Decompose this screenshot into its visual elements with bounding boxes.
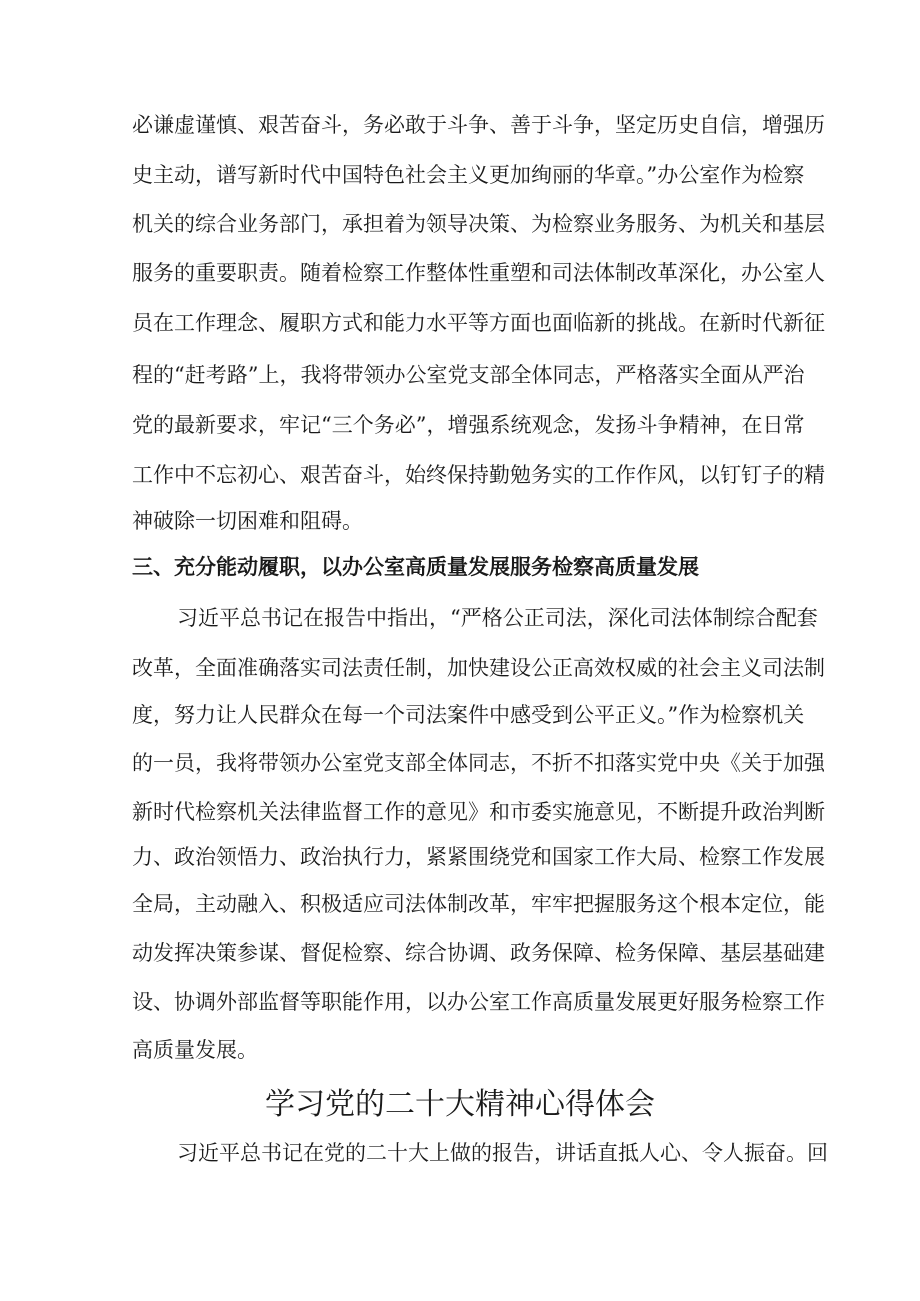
text-line: 的一员，我将带领办公室党支部全体同志，不折不扣落实党中央《关于加强 <box>132 751 825 775</box>
text-line: 党的最新要求，牢记“三个务必”，增强系统观念，发扬斗争精神，在日常 <box>132 413 805 437</box>
text-line: 必谦虚谨慎、艰苦奋斗，务必敢于斗争、善于斗争，坚定历史自信，增强历 <box>132 113 825 137</box>
text-line: 力、政治领悟力、政治执行力，紧紧围绕党和国家工作大局、检察工作发展 <box>132 845 825 869</box>
text-line: 度，努力让人民群众在每一个司法案件中感受到公平正义。”作为检察机关 <box>132 703 805 727</box>
text-line: 神破除一切困难和阻碍。 <box>132 509 363 533</box>
text-line: 服务的重要职责。随着检察工作整体性重塑和司法体制改革深化，办公室人 <box>132 261 825 285</box>
text-line: 动发挥决策参谋、督促检察、综合协调、政务保障、检务保障、基层基础建 <box>132 941 825 965</box>
section-heading: 三、充分能动履职，以办公室高质量发展服务检察高质量发展 <box>132 554 699 579</box>
text-line: 习近平总书记在报告中指出，“严格公正司法，深化司法体制综合配套 <box>177 606 818 630</box>
text-line: 习近平总书记在党的二十大上做的报告，讲话直抵人心、令人振奋。回 <box>177 1141 828 1165</box>
text-line: 改革，全面准确落实司法责任制，加快建设公正高效权威的社会主义司法制 <box>132 656 825 680</box>
article-title: 学习党的二十大精神心得体会 <box>265 1087 655 1122</box>
text-line: 程的“赶考路”上，我将带领办公室党支部全体同志，严格落实全面从严治 <box>132 363 805 387</box>
text-line: 员在工作理念、履职方式和能力水平等方面也面临新的挑战。在新时代新征 <box>132 311 825 335</box>
text-line: 工作中不忘初心、艰苦奋斗，始终保持勤勉务实的工作作风，以钉钉子的精 <box>132 463 825 487</box>
text-line: 设、协调外部监督等职能作用，以办公室工作高质量发展更好服务检察工作 <box>132 990 825 1014</box>
text-line: 机关的综合业务部门，承担着为领导决策、为检察业务服务、为机关和基层 <box>132 212 825 236</box>
text-line: 高质量发展。 <box>132 1038 258 1062</box>
text-line: 史主动，谱写新时代中国特色社会主义更加绚丽的华章。”办公室作为检察 <box>132 163 805 187</box>
text-line: 新时代检察机关法律监督工作的意见》和市委实施意见，不断提升政治判断 <box>132 800 825 824</box>
text-line: 全局，主动融入、积极适应司法体制改革，牢牢把握服务这个根本定位，能 <box>132 892 825 916</box>
